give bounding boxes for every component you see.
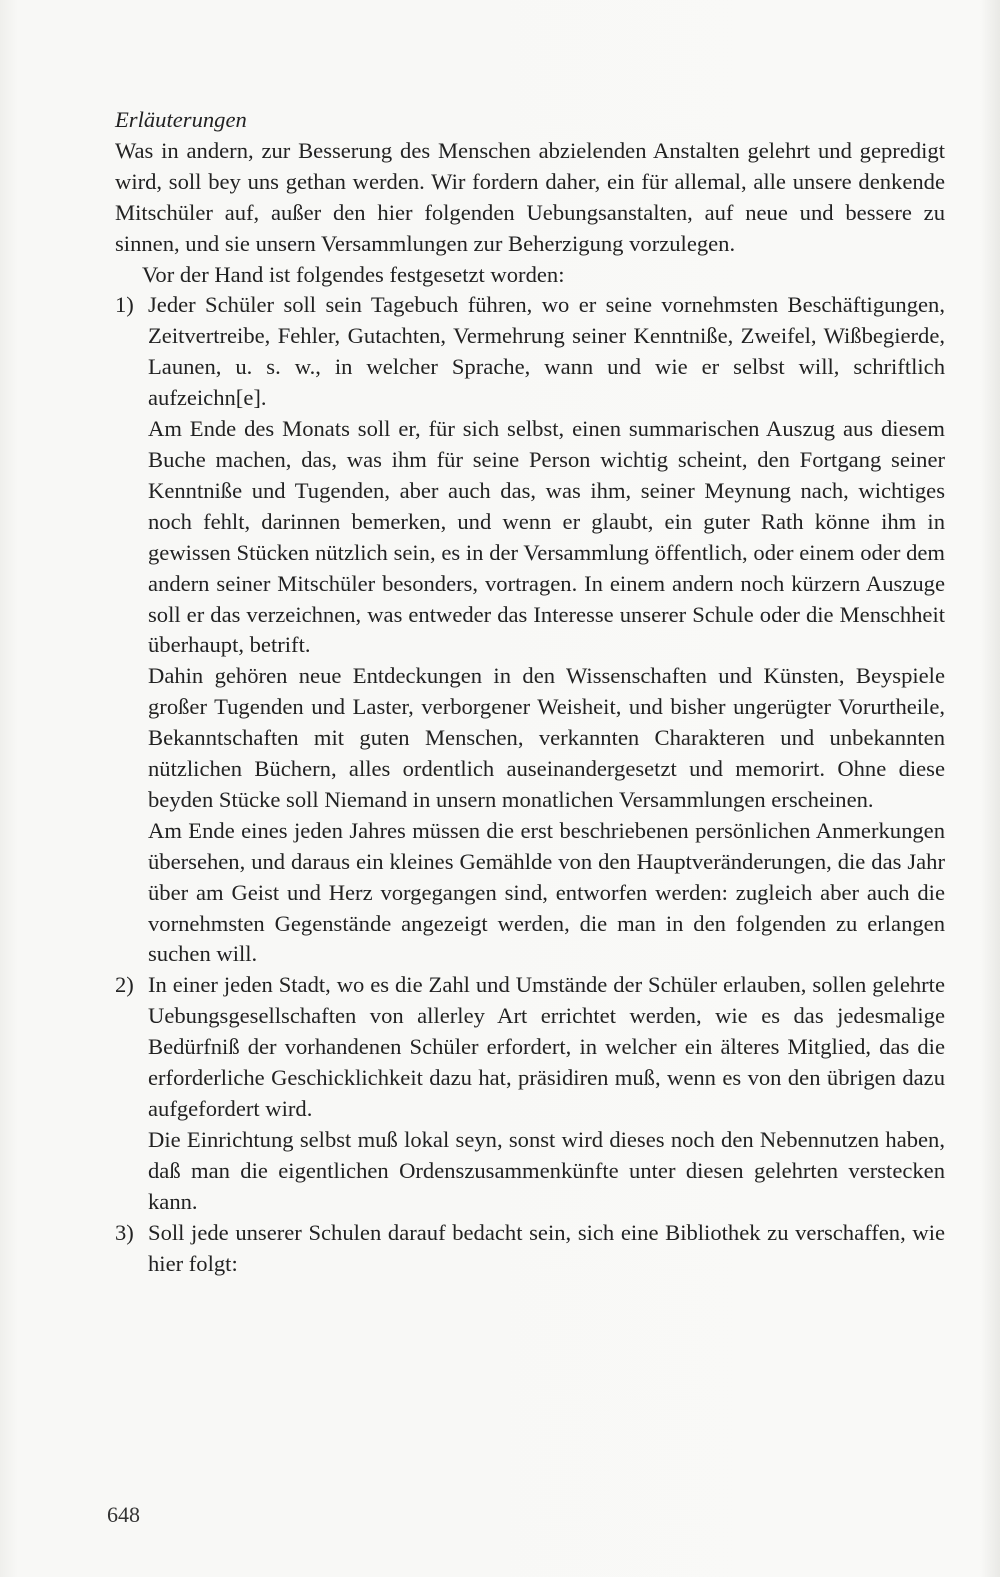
list-item [115, 970, 945, 1125]
list-subparagraph: Die Einrichtung selbst muß lokal seyn, sonst wird dieses noch den Nebennutzen haben, daß man die eigentlichen Ordenszusammenkünfte unter diesen gelehrten verstecken kann. [148, 1126, 945, 1214]
intro-paragraph: Was in andern, zur Besserung des Menschen abzielenden Anstalten gelehrt und gepredigt wird, soll bey uns gethan werden. Wir fordern daher, ein für allemal, alle unsere denkende Mitschüler auf, außer den hier folgenden Uebungsanstalten, auf neue und bessere zu sinnen, und sie unsern Versammlungen zur Beherzigung vorzulegen. [115, 137, 945, 256]
page-body [115, 105, 945, 1279]
list-number: 2) [115, 972, 134, 998]
list-item-1 [115, 290, 945, 970]
list-item-text: Jeder Schüler soll sein Tagebuch führen, wo er seine vornehmsten Beschäftigungen, Zeitvertreibe, Fehler, Gutachten, Vermehrung seiner Kenntniße, Zweifel, Wißbegierde, Launen, u. s. w., in welcher Sprache, wann und wie er selbst will, schriftlich aufzeichn[e]. [148, 292, 945, 411]
list-item-2 [115, 970, 945, 1217]
list-subparagraph: Am Ende des Monats soll er, für sich selbst, einen summarischen Auszug aus diesem Buche machen, das, was ihm für seine Person wichtig scheint, den Fortgang seiner Kenntniße und Tugenden, aber auch das, was ihm, seiner Meynung nach, wichtiges noch fehlt, darinnen bemerken, und wenn er glaubt, ein guter Rath könne ihm in gewissen Stücken nützlich sein, es in der Versammlung öffentlich, oder einem oder dem andern seiner Mitschüler besonders, vortragen. In einem andern noch kürzern Auszuge soll er das verzeichnen, was entweder das Interesse unserer Schule oder die Menschheit überhaupt, betrift. [148, 416, 945, 658]
list-item [115, 290, 945, 414]
list-number: 3) [115, 1219, 134, 1245]
list-subparagraph: Am Ende eines jeden Jahres müssen die erst beschriebenen persönlichen Anmerkungen übersehen, und daraus ein kleines Gemählde von den Hauptveränderungen, die das Jahr über am Geist und Herz vorgegangen sind, entworfen werden: zugleich aber auch die vornehmsten Gegenstände angezeigt werden, die man in den folgenden zu erlangen suchen will. [148, 817, 945, 967]
list-item-3 [115, 1218, 945, 1280]
list-item-text: In einer jeden Stadt, wo es die Zahl und Umstände der Schüler erlauben, sollen gelehrte Uebungsgesellschaften von allerley Art errichtet werden, wie es das jedesmalige Bedürfniß der vorhandenen Schüler erfordert, in welcher ein älteres Mitglied, das die erforderliche Geschicklichkeit dazu hat, präsidiren muß, wenn es von den übrigen dazu aufgefordert wird. [148, 972, 945, 1121]
section-heading: Erläuterungen [115, 107, 247, 132]
list-item-text: Soll jede unserer Schulen darauf bedacht sein, sich eine Bibliothek zu verschaffen, wie hier folgt: [148, 1219, 945, 1276]
page-number: 648 [107, 1502, 140, 1527]
lead-paragraph: Vor der Hand ist folgendes festgesetzt worden: [142, 261, 565, 287]
list-subparagraph: Dahin gehören neue Entdeckungen in den Wissenschaften und Künsten, Beyspiele großer Tugenden und Laster, verborgener Weisheit, und bisher ungerügter Vorurtheile, Bekanntschaften mit guten Menschen, verkannten Charakteren und unbekannten nützlichen Büchern, alles ordentlich auseinandergesetzt und memorirt. Ohne diese beyden Stücke soll Niemand in unsern monatlichen Versammlungen erscheinen. [148, 663, 945, 812]
list-number: 1) [115, 292, 134, 318]
list-item [115, 1218, 945, 1280]
